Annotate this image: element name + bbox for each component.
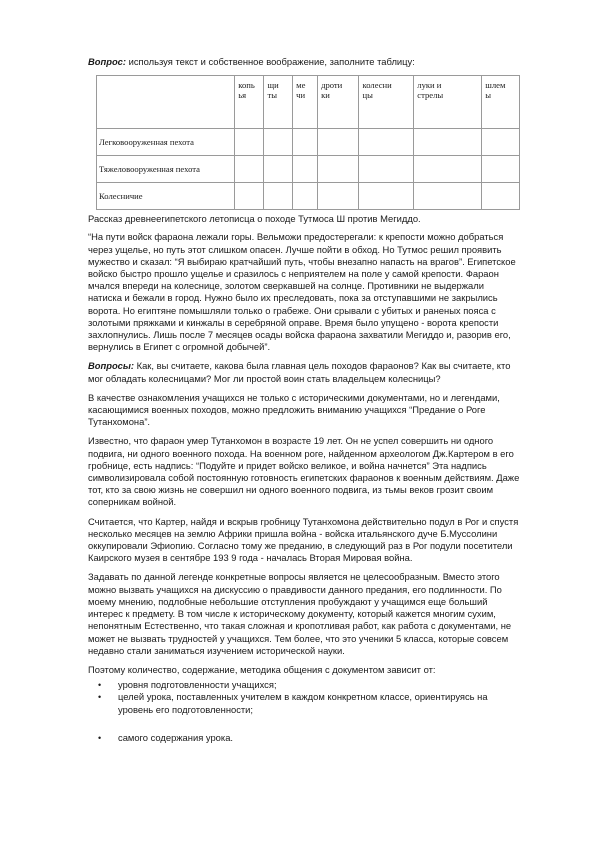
questions-text: Как, вы считаете, какова была главная цель походов фараонов? Как вы считаете, кто мог обладать колесницами? Мог ли простой воин стать владельцем колесницы? (88, 360, 511, 384)
paragraph-factors: Поэтому количество, содержание, методика общения с документом зависит от: (88, 663, 436, 675)
spacer (88, 657, 520, 664)
column-header: копь ья (235, 76, 264, 129)
column-header: ме чи (293, 76, 318, 129)
row-label: Колесничие (97, 183, 235, 210)
factors-list-continued (88, 732, 520, 744)
table-cell[interactable] (264, 156, 293, 183)
spacer (88, 353, 520, 360)
table-cell[interactable] (264, 183, 293, 210)
table-cell[interactable] (359, 156, 414, 183)
bullet-icon: • (98, 680, 102, 691)
table-cell[interactable] (482, 156, 520, 183)
column-header: дроти ки (318, 76, 359, 129)
table-cell[interactable] (235, 129, 264, 156)
list-item: • самого содержания урока. (98, 731, 234, 743)
spacer (88, 716, 520, 732)
table-cell[interactable] (235, 156, 264, 183)
table-cell[interactable] (318, 156, 359, 183)
spacer (88, 564, 520, 571)
table-cell[interactable] (482, 183, 520, 210)
table-cell[interactable] (359, 129, 414, 156)
table-cell[interactable] (264, 129, 293, 156)
table-cell[interactable] (414, 183, 482, 210)
table-row (97, 129, 520, 156)
table-cell[interactable] (359, 183, 414, 210)
spacer (88, 428, 520, 435)
table-cell[interactable] (235, 183, 264, 210)
spacer (88, 385, 520, 392)
list-item: • уровня подготовленности учащихся; (98, 679, 277, 691)
questions-label: Вопросы: (88, 360, 135, 372)
questions-paragraph (88, 360, 520, 384)
story-title: Рассказ древнеегипетского летописца о походе Тутмоса Ш против Мегиддо. (88, 213, 421, 225)
bullet-icon: • (98, 732, 102, 743)
weapons-table (96, 75, 520, 210)
paragraph-carter: Считается, что Картер, найдя и вскрыв гробницу Тутанхомона действительно подул в Рог и спустя несколько месяцев на землю Африки пришла война - войска итальянского дуче Б.Муссолини оккупировали Эфиопию. Согласно тому же преданию, в следующий раз в Рог подули посетители Каирского музея в сентябре 193 9 года - началась Вторая Мировая война. (88, 515, 519, 564)
paragraph-intro: В качестве ознакомления учащихся не только с историческими документами, но и легендами, касающимися военных походов, можно предложить вниманию учащихся “Предание о Роге Тутанхомона”. (88, 391, 500, 428)
column-header: щи ты (264, 76, 293, 129)
table-header-row (97, 76, 520, 129)
table-cell[interactable] (414, 129, 482, 156)
table-cell[interactable] (482, 129, 520, 156)
factors-list (88, 679, 520, 716)
list-item: • целей урока, поставленных учителем в каждом конкретном классе, ориентируясь на уровень его подготовленности; (98, 691, 488, 715)
row-label: Тяжеловооруженная пехота (97, 156, 235, 183)
document-page (88, 56, 520, 744)
table-row (97, 183, 520, 210)
column-header: колесни цы (359, 76, 414, 129)
bullet-icon: • (98, 692, 102, 703)
story-text: “На пути войск фараона лежали горы. Вельможи предостерегали: к крепости можно добраться через ущелье, но путь этот слишком опасен. Лучше пойти в обход. Но Тутмос решил проявить мужество и сказал: “Я выбираю кратчайший путь, чтобы внезапно напасть на врагов”. Египетское войско быстро прошло ущелье и сразилось с неприятелем на поле у самой крепости. Фараон мчался впереди на колеснице, золотом сверкавшей на солнце. Противники не выдержали натиска и бежали в город. Нужно было их преследовать, пока за отступавшими не закрылись ворота. Но египтяне помышляли только о грабеже. Они срывали с убитых и раненых пояса с золотыми пряжками и кинжалы в серебряной оправе. Время было упущено - ворота крепости захлопнулись. Лишь после 7 месяцев осады войска фараона захватили Мегиддо и, разорив его, вернулись в Египет с огромной добычей”. (88, 231, 516, 353)
table-cell[interactable] (414, 156, 482, 183)
column-header: луки и стрелы (414, 76, 482, 129)
table-cell[interactable] (318, 183, 359, 210)
paragraph-discussion: Задавать по данной легенде конкретные вопросы является не целесообразным. Вместо этого можно вызвать учащихся на дискуссию о правдивости данного предания, его подлинности. По моему мнению, подлобные небольшие отступления пробуждают у учащимся еще больший интерес к предмету. В том числе к историческому документу, который кажется многим сухим, непонятным Естественно, что такая сложная и кропотливая работ, как работа с документами, не может не вызвать трудностей у учащихся. Тем более, что это ученики 5 класса, которые совсем недавно стали заниматься изучением исторической науки. (88, 571, 512, 656)
question-text: используя текст и собственное воображение, заполните таблицу: (126, 56, 415, 67)
table-cell[interactable] (293, 183, 318, 210)
question-label: Вопрос: (88, 56, 127, 67)
row-label: Легковооруженная пехота (97, 129, 235, 156)
table-cell[interactable] (293, 129, 318, 156)
table-row (97, 156, 520, 183)
table-cell[interactable] (318, 129, 359, 156)
table-cell[interactable] (293, 156, 318, 183)
paragraph-tutankhamun: Известно, что фараон умер Тутанхомон в возрасте 19 лет. Он не успел совершить ни одного подвига, ни одного военного похода. На военном роге, найденном археологом Дж.Картером в его гробнице, есть надпись: “Подуйте и придет войско великое, и война начнется” Эта надпись символизировала собой постоянную готовность египетских фараонов к военным действиям. Даже тот, кто за свою жизнь не совершил ни одного военного подвига, из тьмы веков грозит своим соперникам войной. (88, 435, 520, 508)
column-header: шлем ы (482, 76, 520, 129)
question-line (88, 56, 520, 68)
spacer (88, 509, 520, 516)
table-corner-cell (97, 76, 235, 129)
